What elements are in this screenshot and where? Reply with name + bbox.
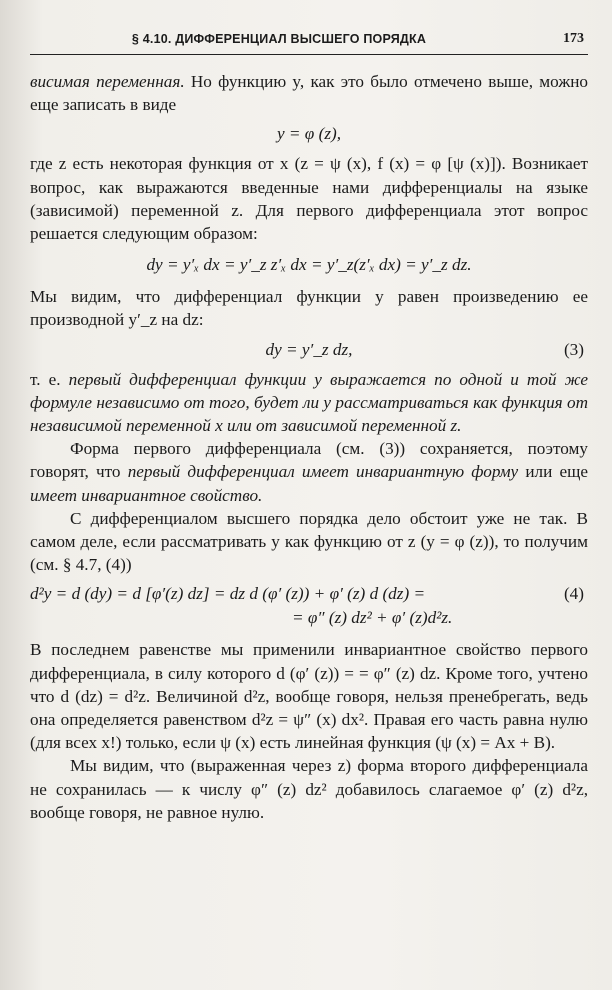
section-title: § 4.10. ДИФФЕРЕНЦИАЛ ВЫСШЕГО ПОРЯДКА: [131, 32, 427, 46]
equation-4: [30, 582, 588, 630]
equation-4-line-1: d²y = d (dy) = d [φ′(z) dz] = dz d (φ′ (z)) + φ′ (z) d (dz) =: [30, 584, 426, 604]
paragraph-4: [30, 368, 588, 438]
text-fragment: Но функцию y, как это было отмечено выше, можно еще записать в виде: [30, 72, 588, 115]
equation-first-differential-chain: dy = y′ₓ dx = y′_z z′ₓ dx = y′_z(z′ₓ dx) = y′_z dz.: [146, 255, 472, 275]
text-fragment: или еще: [518, 462, 588, 482]
text-fragment: т. е.: [30, 369, 69, 389]
equation-3: [30, 338, 588, 362]
equation-3-body: dy = y′_z dz,: [265, 339, 353, 359]
running-header: [30, 28, 588, 55]
equation-4-line-2-body: = φ″ (z) dz² + φ′ (z)d²z.: [292, 608, 453, 628]
paragraph-1: [30, 70, 588, 116]
italic-fragment: висимая переменная.: [30, 72, 185, 91]
text-fragment: Форма первого дифференциала (см. (3)) сохраняется, поэтому говорят, что: [30, 439, 588, 482]
equation-4-number: (4): [563, 584, 584, 604]
paragraph-5: [30, 437, 588, 507]
italic-fragment: первый дифференциал имеет инвариантную форму: [127, 462, 519, 482]
italic-fragment: имеет инвариантное свойство.: [30, 485, 263, 505]
paragraph-2: где z есть некоторая функция от x (z = ψ (x), f (x) = φ [ψ (x)]). Возникает вопрос, как выражаются введенные нами дифференциалы на языке (зависимой) переменной z. Для первого дифференциала этот вопрос решается следующим образом:: [30, 154, 588, 244]
equation-3-number: (3): [563, 339, 584, 359]
paragraph-7: В последнем равенстве мы применили инвариантное свойство первого дифференциала, в силу которого d (φ′ (z)) = = φ″ (z) dz. Кроме того, учтено что d (dz) = d²z. Величиной d²z, вообще говоря, нельзя пренебрегать, ведь она определяется равенством d²z = ψ″ (x) dx². Правая его часть равна нулю (для всех x!) только, если ψ (x) есть линейная функция (ψ (x) = Ax + B).: [30, 640, 588, 753]
equation-y-phi: y = φ (z),: [276, 124, 342, 144]
paragraph-3: Мы видим, что дифференциал функции y равен произведению ее производной y′_z на dz:: [30, 287, 588, 330]
paragraph-8: Мы видим, что (выраженная через z) форма второго дифференциала не сохранилась — к числу φ″ (z) dz² добавилось слагаемое φ′ (z) d²z, вообще говоря, не равное нулю.: [30, 756, 588, 822]
paragraph-6: С дифференциалом высшего порядка дело обстоит уже не так. В самом деле, если рассматривать y как функцию от z (y = φ (z)), то получим (см. § 4.7, (4)): [30, 508, 588, 575]
page-number: 173: [563, 31, 584, 46]
page-body: [30, 70, 588, 824]
italic-fragment: первый дифференциал функции y выражается по одной и той же формуле независимо от того, будет ли y рассматриваться как функция от независимой переменной x или от зависимой переменной z.: [30, 369, 588, 436]
